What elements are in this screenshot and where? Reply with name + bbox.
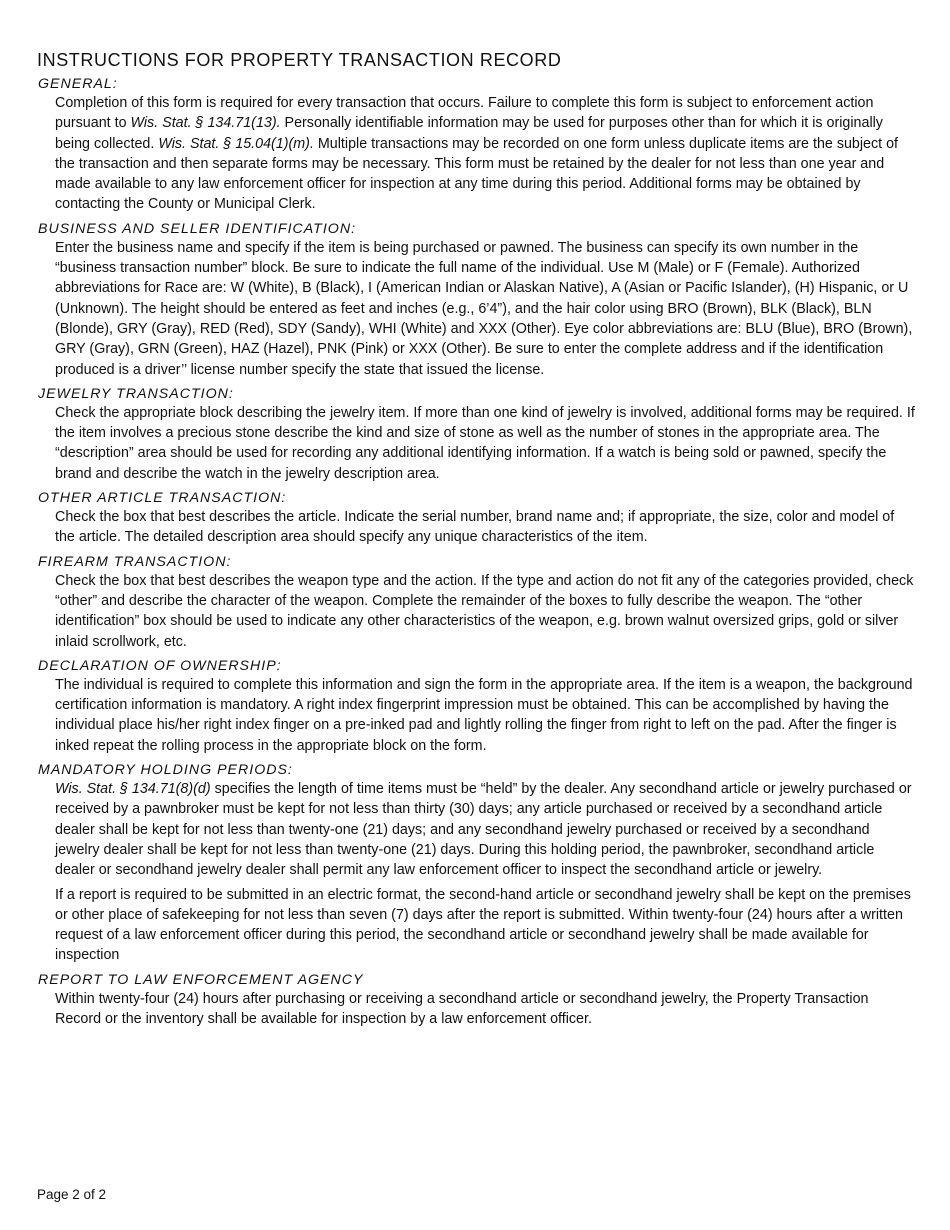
page-number: Page 2 of 2 bbox=[37, 1187, 107, 1202]
section-heading: DECLARATION OF OWNERSHIP: bbox=[38, 657, 282, 674]
statute-citation: Wis. Stat. § 134.71(8)(d) bbox=[55, 781, 211, 798]
section bbox=[37, 490, 917, 548]
section bbox=[37, 762, 917, 966]
section-heading: OTHER ARTICLE TRANSACTION: bbox=[38, 490, 287, 507]
section-heading: JEWELRY TRANSACTION: bbox=[38, 385, 234, 402]
section bbox=[37, 76, 917, 215]
paragraph-text: If a report is required to be submitted in an electric format, the second-hand article or secondhand jewelry shall be kept on the premises or other place of safekeeping for not less than seven (7) days after the report is submitted. Within twenty-four (24) hours after a written request of a law enforcement officer during this period, the secondhand article or secondhand jewelry shall be made available for inspection bbox=[55, 886, 911, 964]
section bbox=[37, 658, 917, 756]
paragraph-text: specifies the length of time items must be “held” by the dealer. Any secondhand article or jewelry purchased or received by a pawnbroker must be kept for not less than thirty (30) days; any article purchased or received by a secondhand article dealer shall be kept for not less than twenty-one (21) days; and any secondhand jewelry purchased or received by a secondhand jewelry dealer shall be kept for not less than twenty-one (21) days. During this holding period, the pawnbroker, secondhand article dealer or secondhand jewelry dealer shall permit any law enforcement officer to inspect the secondhand article or jewelry. bbox=[55, 781, 912, 879]
paragraph-text: Check the box that best describes the article. Indicate the serial number, brand name and; if appropriate, the size, color and model of the article. The detailed description area should specify any unique characteristics of the item. bbox=[55, 509, 895, 546]
section-paragraph bbox=[55, 989, 917, 1030]
section-paragraph bbox=[55, 779, 917, 880]
section-paragraph bbox=[55, 571, 917, 652]
section-paragraph bbox=[55, 675, 917, 756]
section-paragraph bbox=[55, 93, 917, 215]
paragraph-text: Enter the business name and specify if the item is being purchased or pawned. The business can specify its own number in the “business transaction number” block. Be sure to indicate the full name of the individual. Use M (Male) or F (Female). Authorized abbreviations for Race are: W (White), B (Black), I (American Indian or Alaskan Native), A (Asian or Pacific Islander), (H) Hispanic, or U (Unknown). The height should be entered as feet and inches (e.g., 6’4”), and the hair color using BRO (Brown), BLK (Black), BLN (Blonde), GRY (Gray), RED (Red), SDY (Sandy), WHI (White) and XXX (Other). Eye color abbreviations are: BLU (Blue), BRO (Brown), GRY (Gray), GRN (Green), HAZ (Hazel), PNK (Pink) or XXX (Other). Be sure to enter the complete address and if the identification produced is a driver’’ license number specify the state that issued the license. bbox=[55, 239, 913, 378]
paragraph-text: Within twenty-four (24) hours after purchasing or receiving a secondhand article or secondhand jewelry, the Property Transaction Record or the inventory shall be available for inspection by a law enforcement officer. bbox=[55, 990, 869, 1027]
section-heading: MANDATORY HOLDING PERIODS: bbox=[38, 762, 293, 779]
section bbox=[37, 554, 917, 652]
paragraph-text: Multiple transactions may be recorded on one form unless duplicate items are the subject of the transaction and then separate forms may be necessary. This form must be retained by the dealer for not less than one year and made available to any law enforcement officer for inspection at any time during this period. Additional forms may be obtained by contacting the County or Municipal Clerk. bbox=[55, 135, 899, 213]
instruction-sections bbox=[37, 76, 917, 1029]
section-paragraph bbox=[55, 507, 917, 548]
section-paragraph bbox=[55, 885, 917, 966]
section-paragraph bbox=[55, 403, 917, 484]
section-heading: FIREARM TRANSACTION: bbox=[38, 553, 232, 570]
document-page bbox=[37, 50, 917, 1035]
paragraph-text: The individual is required to complete this information and sign the form in the appropriate area. If the item is a weapon, the background certification information is mandatory. A right index fingerprint impression must be obtained. This can be accomplished by having the individual place his/her right index finger on a pre-inked pad and lightly rolling the finger from right to left on the pad. After the finger is inked repeat the rolling process in the appropriate block on the form. bbox=[55, 676, 913, 754]
section-heading: GENERAL: bbox=[38, 76, 118, 92]
statute-citation: Wis. Stat. § 15.04(1)(m). bbox=[158, 135, 314, 152]
statute-citation: Wis. Stat. § 134.71(13). bbox=[130, 115, 281, 132]
paragraph-text: Check the box that best describes the weapon type and the action. If the type and action do not fit any of the categories provided, check “other” and describe the character of the weapon. Complete the remainder of the boxes to fully describe the weapon. The “other identification” box should be used to indicate any other characteristics of the weapon, e.g. brown walnut oversized grips, gold or silver inlaid scrollwork, etc. bbox=[55, 572, 914, 650]
section-heading: REPORT TO LAW ENFORCEMENT AGENCY bbox=[38, 971, 364, 988]
page-title: INSTRUCTIONS FOR PROPERTY TRANSACTION RECORD bbox=[37, 50, 562, 70]
section bbox=[37, 972, 917, 1030]
section bbox=[37, 386, 917, 484]
section bbox=[37, 221, 917, 380]
section-paragraph bbox=[55, 238, 917, 380]
paragraph-text: Check the appropriate block describing the jewelry item. If more than one kind of jewelry is involved, additional forms may be required. If the item involves a precious stone describe the kind and size of stone as well as the number of stones in the appropriate area. The “description” area should be used for recording any additional identifying information. If a watch is being sold or pawned, specify the brand and describe the watch in the jewelry description area. bbox=[55, 404, 915, 482]
paragraph-text: Completion of this form is required for every transaction that occurs. Failure to complete this form is subject to enforcement action pursuant to bbox=[55, 95, 874, 132]
section-heading: BUSINESS AND SELLER IDENTIFICATION: bbox=[38, 220, 357, 237]
paragraph-text: Personally identifiable information may be used for purposes other than for which it is originally being collected. bbox=[55, 115, 883, 152]
